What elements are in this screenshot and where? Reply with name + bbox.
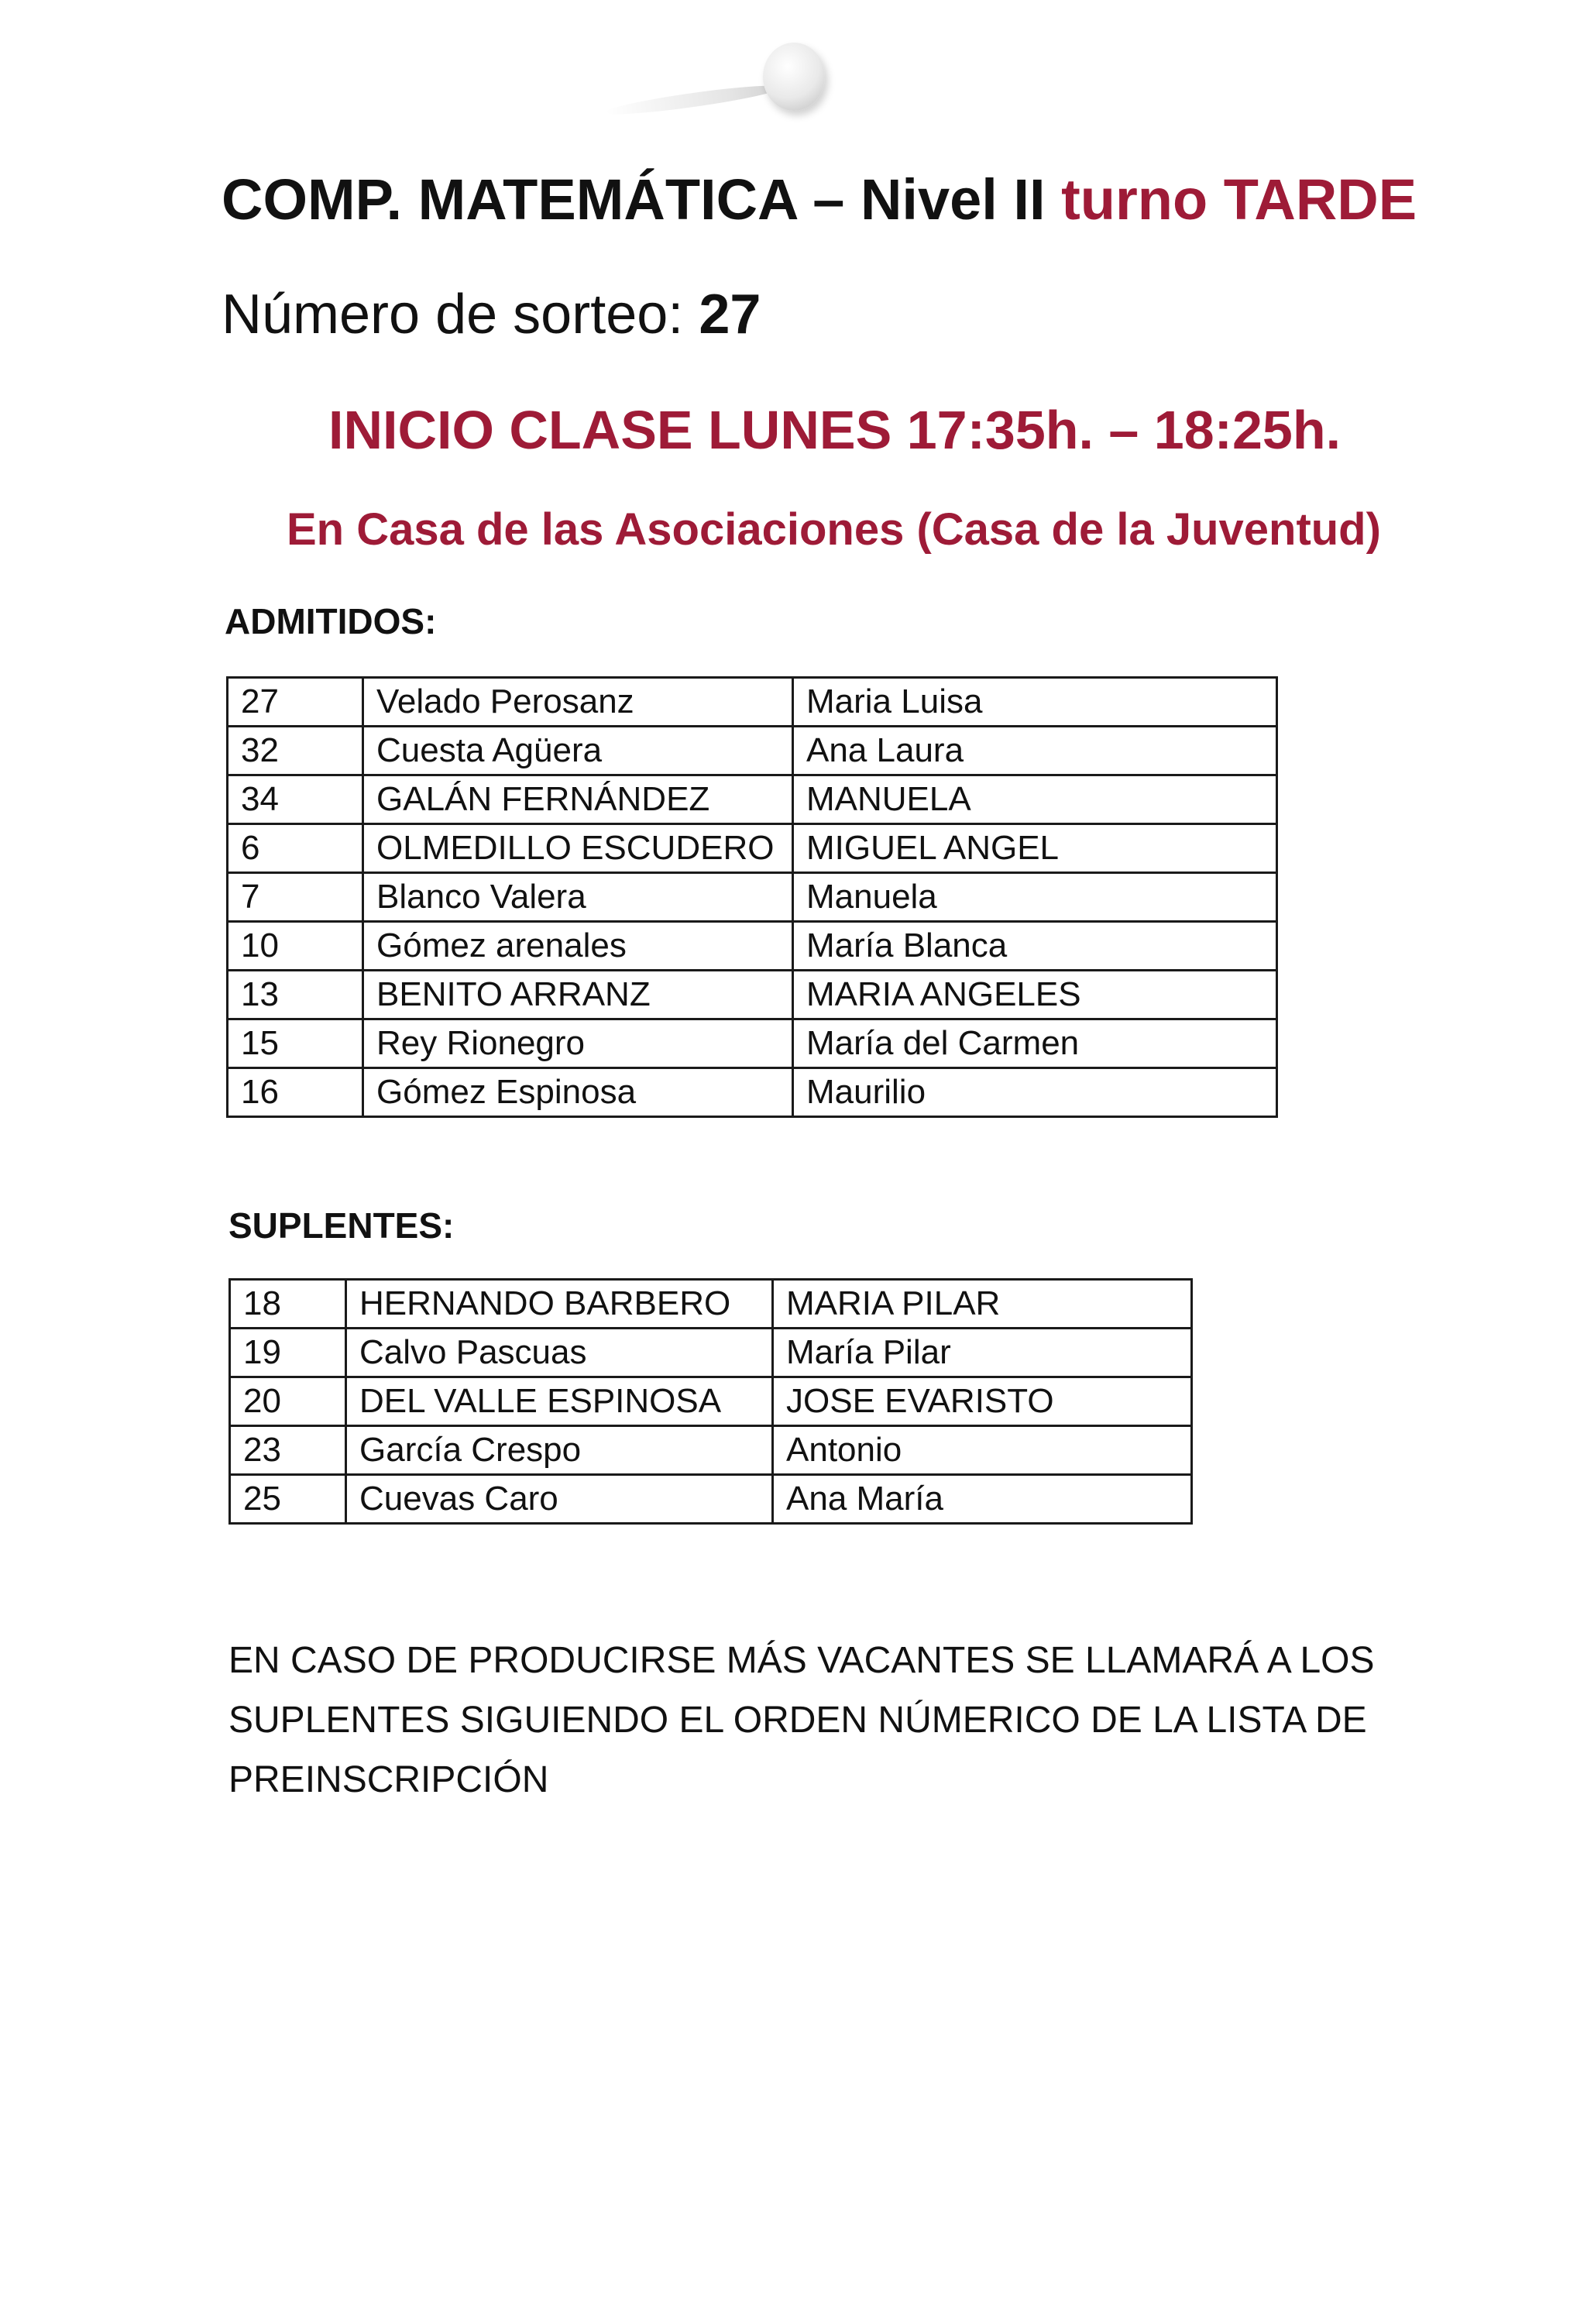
row-given-name: María Pilar — [773, 1329, 1192, 1377]
sorteo-value: 27 — [699, 284, 761, 346]
row-number: 13 — [228, 971, 363, 1019]
admitidos-rows — [228, 678, 1277, 1117]
row-given-name: Maria Luisa — [793, 678, 1277, 727]
row-given-name: MARIA PILAR — [773, 1280, 1192, 1329]
row-given-name: JOSE EVARISTO — [773, 1377, 1192, 1426]
row-surname: HERNANDO BARBERO — [346, 1280, 773, 1329]
row-given-name: MANUELA — [793, 775, 1277, 824]
row-given-name: Ana María — [773, 1475, 1192, 1524]
row-surname: Velado Perosanz — [363, 678, 793, 727]
table-row — [228, 1068, 1277, 1117]
row-given-name: MIGUEL ANGEL — [793, 824, 1277, 873]
table-row — [228, 775, 1277, 824]
row-surname: García Crespo — [346, 1426, 773, 1475]
row-surname: Gómez arenales — [363, 922, 793, 971]
row-surname: Cuesta Agüera — [363, 727, 793, 775]
row-given-name: Manuela — [793, 873, 1277, 922]
class-location: En Casa de las Asociaciones (Casa de la Juventud) — [287, 504, 1381, 555]
table-row — [228, 1019, 1277, 1068]
vacancies-note — [228, 1631, 1390, 1810]
page-title — [222, 167, 1417, 232]
row-surname: BENITO ARRANZ — [363, 971, 793, 1019]
row-given-name: Maurilio — [793, 1068, 1277, 1117]
row-surname: OLMEDILLO ESCUDERO — [363, 824, 793, 873]
note-line: PREINSCRIPCIÓN — [228, 1759, 549, 1800]
row-surname: Gómez Espinosa — [363, 1068, 793, 1117]
row-given-name: Antonio — [773, 1426, 1192, 1475]
row-number: 25 — [230, 1475, 346, 1524]
row-surname: Calvo Pascuas — [346, 1329, 773, 1377]
note-line: EN CASO DE PRODUCIRSE MÁS VACANTES SE LLAMARÁ A LOS — [228, 1640, 1375, 1681]
row-surname: GALÁN FERNÁNDEZ — [363, 775, 793, 824]
table-row — [228, 824, 1277, 873]
title-main: COMP. MATEMÁTICA – Nivel II — [222, 167, 1046, 232]
pin-shadow — [604, 81, 782, 119]
row-number: 23 — [230, 1426, 346, 1475]
row-number: 7 — [228, 873, 363, 922]
row-given-name: María del Carmen — [793, 1019, 1277, 1068]
row-given-name: MARIA ANGELES — [793, 971, 1277, 1019]
row-surname: DEL VALLE ESPINOSA — [346, 1377, 773, 1426]
table-row — [230, 1280, 1192, 1329]
row-number: 18 — [230, 1280, 346, 1329]
row-surname: Cuevas Caro — [346, 1475, 773, 1524]
table-row — [230, 1377, 1192, 1426]
row-number: 32 — [228, 727, 363, 775]
table-row — [228, 678, 1277, 727]
sorteo-line — [222, 283, 761, 346]
row-surname: Rey Rionegro — [363, 1019, 793, 1068]
suplentes-rows — [230, 1280, 1192, 1524]
table-row — [228, 873, 1277, 922]
row-number: 16 — [228, 1068, 363, 1117]
table-row — [230, 1426, 1192, 1475]
table-row — [228, 971, 1277, 1019]
table-row — [230, 1329, 1192, 1377]
title-accent: turno TARDE — [1061, 167, 1417, 232]
row-number: 34 — [228, 775, 363, 824]
row-surname: Blanco Valera — [363, 873, 793, 922]
class-start-time: INICIO CLASE LUNES 17:35h. – 18:25h. — [328, 400, 1342, 460]
row-number: 20 — [230, 1377, 346, 1426]
table-row — [228, 922, 1277, 971]
row-number: 27 — [228, 678, 363, 727]
row-number: 10 — [228, 922, 363, 971]
row-number: 6 — [228, 824, 363, 873]
suplentes-table — [228, 1278, 1193, 1525]
row-number: 15 — [228, 1019, 363, 1068]
table-row — [228, 727, 1277, 775]
admitidos-label: ADMITIDOS: — [225, 601, 437, 641]
table-row — [230, 1475, 1192, 1524]
suplentes-label: SUPLENTES: — [228, 1205, 455, 1246]
row-given-name: Ana Laura — [793, 727, 1277, 775]
row-number: 19 — [230, 1329, 346, 1377]
pushpin-icon — [763, 43, 825, 111]
sorteo-label: Número de sorteo: — [222, 284, 684, 346]
row-given-name: María Blanca — [793, 922, 1277, 971]
note-line: SUPLENTES SIGUIENDO EL ORDEN NÚMERICO DE LA LISTA DE — [228, 1700, 1367, 1741]
admitidos-table — [226, 676, 1278, 1118]
